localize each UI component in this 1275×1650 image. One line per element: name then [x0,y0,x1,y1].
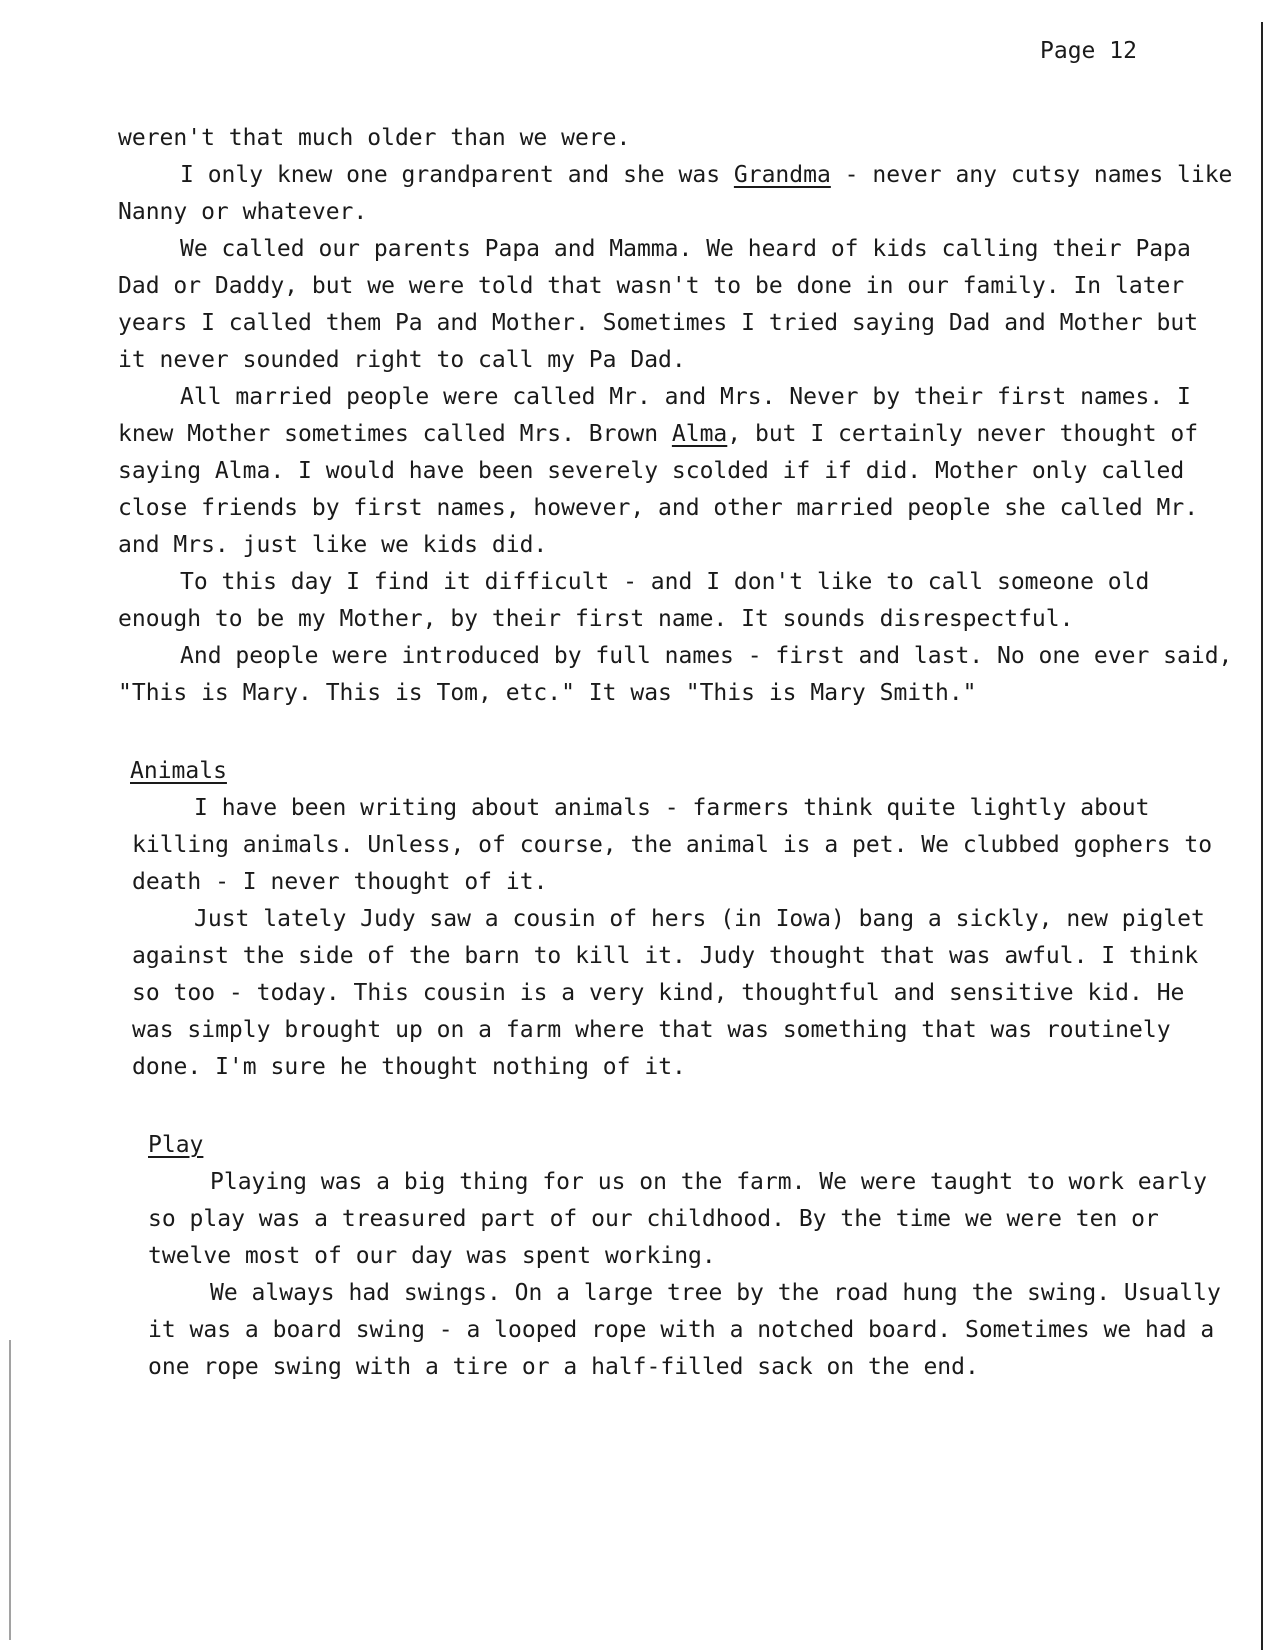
underlined-word-grandma: Grandma [733,162,831,188]
paragraph-first-names: To this day I find it difficult - and I don't like to call someone old enough to be my Mother, by their first name. It sounds disrespectful. [118,569,1150,632]
paragraph-continuation: weren't that much older than we were. [118,125,631,151]
scan-edge-mark [9,1340,11,1640]
section-heading-animals: Animals [130,758,227,784]
paragraph-married-people: All married people were called Mr. and Mrs. Never by their first names. I knew Mother sometimes called Mrs. Brown Alma, but I certainly never thought of saying Alma. I would have been severely scolded if if did. Mother only called close friends by first names, however, and other married people she called Mr. and Mrs. just like we kids did. [118,384,1199,558]
underlined-word-alma: Alma [671,421,728,447]
page-edge-line [1261,22,1263,1650]
body-text [118,120,1238,1386]
paragraph-parents: We called our parents Papa and Mamma. We heard of kids calling their Papa Dad or Daddy, but we were told that wasn't to be done in our family. In later years I called them Pa and Mother. Sometimes I tried saying Dad and Mother but it never sounded right to call my Pa Dad. [118,236,1199,373]
section-heading-play: Play [148,1132,204,1158]
section-play [118,1164,1238,1386]
paragraph-play-2: We always had swings. On a large tree by the road hung the swing. Usually it was a board swing - a looped rope with a notched board. Sometimes we had a one rope swing with a tire or a half-filled sack on the end. [148,1280,1221,1380]
paragraph-introductions: And people were introduced by full names - first and last. No one ever said, "This is Mary. This is Tom, etc." It was "This is Mary Smith." [118,643,1233,706]
paragraph-grandma: I only knew one grandparent and she was Grandma - never any cutsy names like Nanny or whatever. [118,162,1233,225]
paragraph-animals-1: I have been writing about animals - farmers think quite lightly about killing animals. Unless, of course, the animal is a pet. We clubbed gophers to death - I never thought of it. [132,795,1213,895]
section-animals [118,790,1238,1086]
paragraph-play-1: Playing was a big thing for us on the farm. We were taught to work early so play was a treasured part of our childhood. By the time we were ten or twelve most of our day was spent working. [148,1169,1207,1269]
page-number: Page 12 [1040,38,1137,64]
paragraph-animals-2: Just lately Judy saw a cousin of hers (in Iowa) bang a sickly, new piglet against the side of the barn to kill it. Judy thought that was awful. I think so too - today. This cousin is a very kind, thoughtful and sensitive kid. He was simply brought up on a farm where that was something that was routinely done. I'm sure he thought nothing of it. [132,906,1205,1080]
